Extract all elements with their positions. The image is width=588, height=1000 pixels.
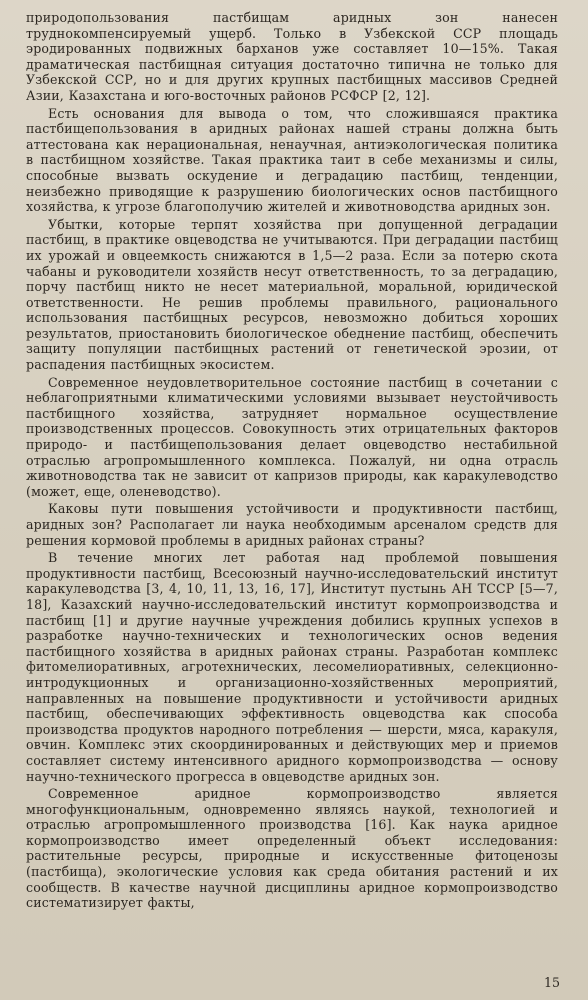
- paragraph-4: Современное неудовлетворительное состояние пастбищ в сочетании с неблагоприятными климатическими условиями вызывает неустойчивость пастбищного хозяйства, затрудняет нормальное осуществление производственных процессов. Совокупность этих отрицательных факторов природо- и пастбищепользования делает овцеводство нестабильной отраслью агропромышленного комплекса. Пожалуй, ни одна отрасль животноводства так не зависит от капризов природы, как каракулеводство (может, еще, оленеводство).: [26, 374, 558, 499]
- paragraph-5: Каковы пути повышения устойчивости и продуктивности пастбищ, аридных зон? Располагает ли наука необходимым арсеналом средств для решения кормовой проблемы в аридных районах страны?: [26, 501, 558, 548]
- paragraph-1: природопользования пастбищам аридных зон нанесен труднокомпенсируемый ущерб. Только в Узбекской ССР площадь эродированных подвижных барханов уже составляет 10—15%. Такая драматическая пастбищная ситуация достаточно типична не только для Узбекской ССР, но и для других крупных пастбищных массивов Средней Азии, Казахстана и юго-восточных районов РСФСР [2, 12].: [26, 10, 558, 103]
- page-number: 15: [543, 975, 560, 990]
- paragraph-6: В течение многих лет работая над проблемой повышения продуктивности пастбищ, Всесоюзный научно-исследовательский институт каракулеводства [3, 4, 10, 11, 13, 16, 17], Институт пустынь АН ТССР [5—7, 18], Казахский научно-исследовательский институт кормопроизводства и пастбищ [1] и другие научные учреждения добились крупных успехов в разработке научно-технических и технологических основ ведения пастбищного хозяйства в аридных районах страны. Разработан комплекс фитомелиоративных, агротехнических, лесомелиоративных, селекционно-интродукционных и организационно-хозяйственных мероприятий, направленных на повышение продуктивности и устойчивости аридных пастбищ, обеспечивающих эффективность овцеводства как способа производства продуктов народного потребления — шерсти, мяса, каракуля, овчин. Комплекс этих скоординированных и действующих мер и приемов составляет систему интенсивного аридного кормопроизводства — основу научно-технического прогресса в овцеводстве аридных зон.: [26, 550, 558, 784]
- paragraph-3: Убытки, которые терпят хозяйства при допущенной деградации пастбищ, в практике овцеводства не учитываются. При деградации пастбищ их урожай и овцеемкость снижаются в 1,5—2 раза. Если за потерю скота чабаны и руководители хозяйств несут ответственность, то за деградацию, порчу пастбищ никто не несет материальной, моральной, юридической ответственности. Не решив проблемы правильного, рационального использования пастбищных ресурсов, невозможно добиться хороших результатов, приостановить биологическое обеднение пастбищ, обеспечить защиту популяции пастбищных растений от генетической эрозии, от распадения пастбищных экосистем.: [26, 216, 558, 373]
- paragraph-7: Современное аридное кормопроизводство является многофункциональным, одновременно являясь наукой, технологией и отраслью агропромышленного производства [16]. Как наука аридное кормопроизводство имеет определенный объект исследования: растительные ресурсы, природные и искусственные фитоценозы (пастбища), экологические условия как среда обитания растений и их сообществ. В качестве научной дисциплины аридное кормопроизводство систематизирует факты,: [26, 786, 558, 911]
- paragraph-2: Есть основания для вывода о том, что сложившаяся практика пастбищепользования в аридных районах нашей страны должна быть аттестована как нерациональная, ненаучная, антиэкологическая политика в пастбищном хозяйстве. Такая практика таит в себе механизмы и силы, способные вызвать оскудение и деградацию пастбищ, тенденции, неизбежно приводящие к разрушению биологических основ пастбищного хозяйства, к угрозе благополучию жителей и животноводства аридных зон.: [26, 105, 558, 215]
